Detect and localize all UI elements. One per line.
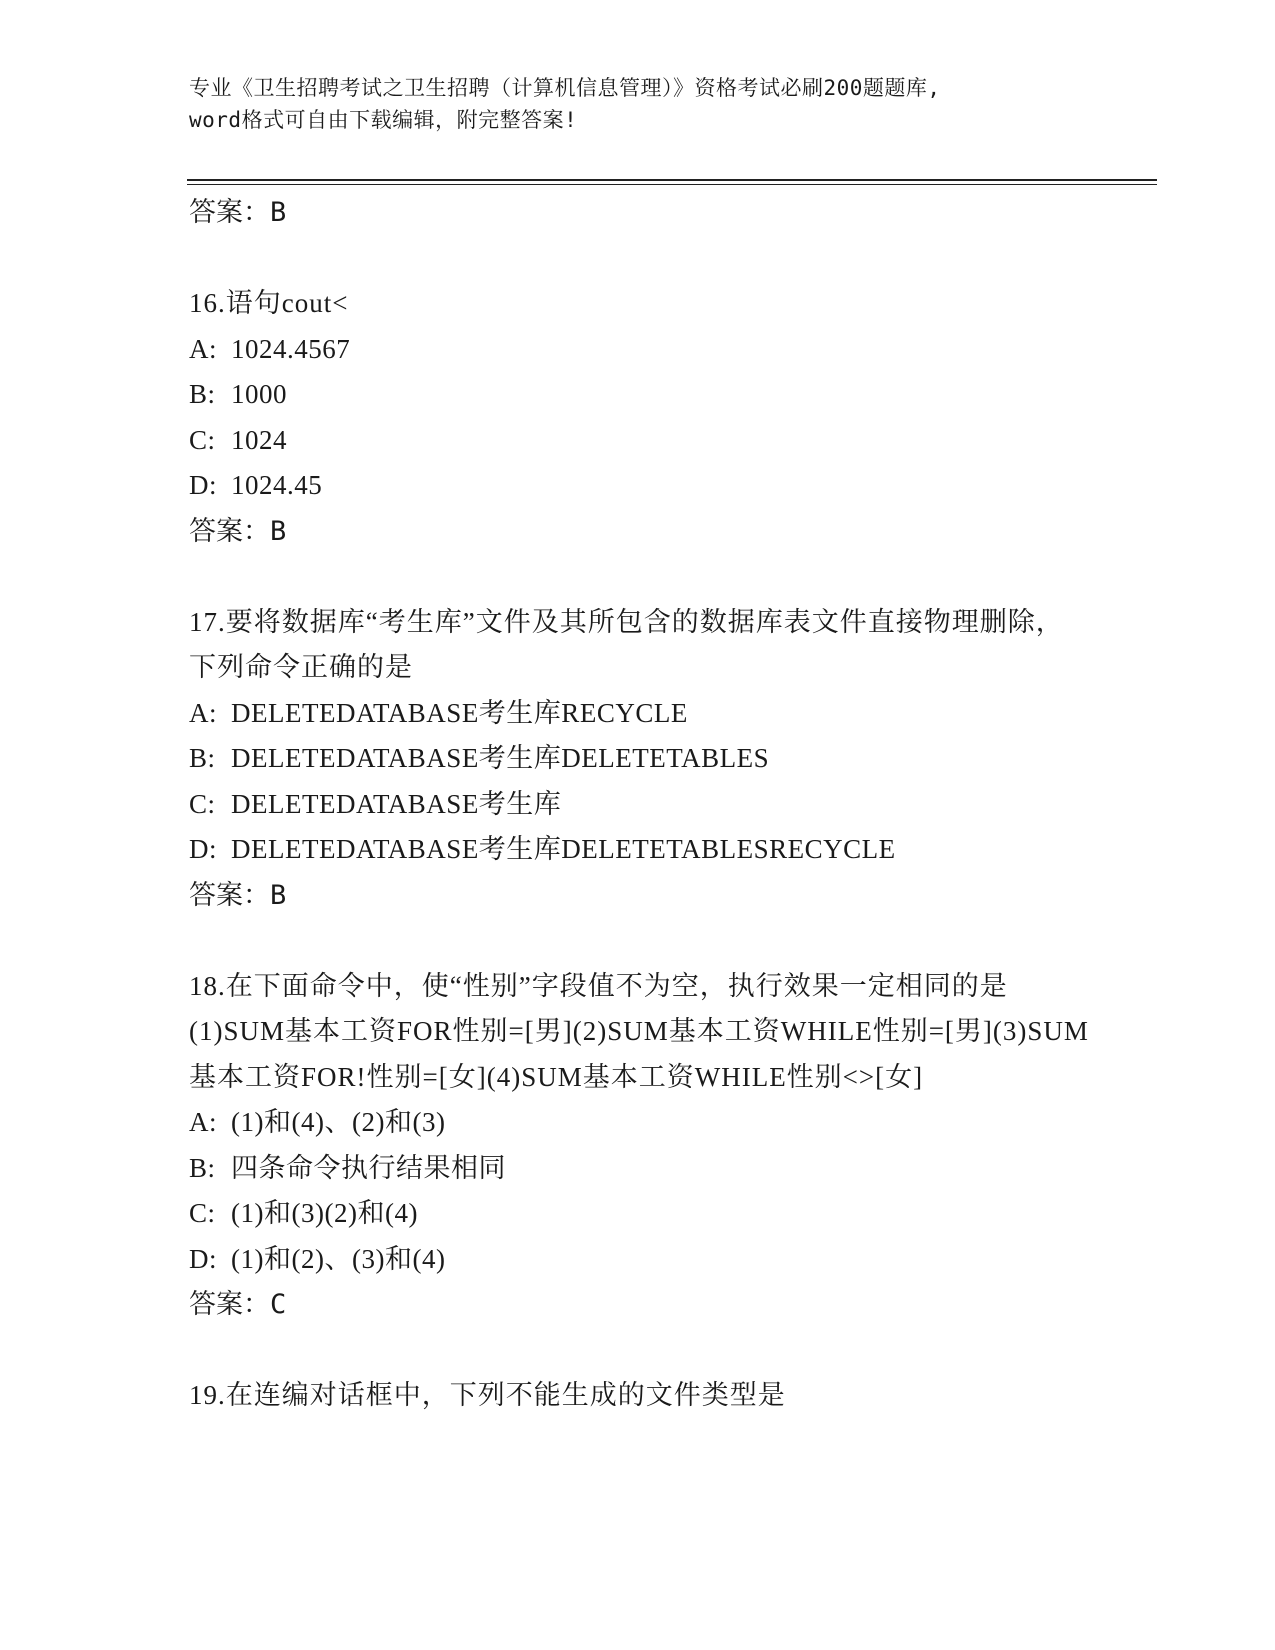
option-d [189,1237,1089,1283]
option-a [189,327,1089,373]
option-text: (1)和(2)、(3)和(4) [231,1243,446,1274]
option-a [189,691,1089,737]
option-letter: A: [189,1107,217,1137]
option-text: (1)和(3)(2)和(4) [231,1198,418,1228]
question-text: 17.要将数据库“考生库”文件及其所包含的数据库表文件直接物理删除，下列命令正确的是 [189,606,1064,682]
question-text: 19.在连编对话框中，下列不能生成的文件类型是 [189,1380,786,1410]
option-b [189,736,1089,782]
answer-line: 答案：B [189,515,287,547]
option-b [189,372,1089,418]
option-letter: C: [189,1198,216,1228]
question-item [189,1373,1089,1419]
header-divider-thin [187,184,1157,185]
option-text: (1)和(4)、(2)和(3) [231,1107,446,1137]
option-text: 1024.45 [231,470,323,500]
option-letter: D: [189,1243,217,1274]
header-divider [187,179,1157,181]
option-text: DELETEDATABASE考生库RECYCLE [231,697,688,728]
option-letter: A: [189,333,217,364]
page-header [189,72,1089,136]
option-text: DELETEDATABASE考生库DELETETABLESRECYCLE [231,834,896,864]
question-text: 18.在下面命令中，使“性别”字段值不为空，执行效果一定相同的是(1)SUM基本工资FOR性别=[男](2)SUM基本工资WHILE性别=[男](3)SUM基本工资FOR!性别=[女](4)SUM基本工资WHILE性别<>[女] [189,970,1089,1092]
header-subtitle-line: word格式可自由下载编辑，附完整答案! [189,108,578,132]
question-item [189,964,1089,1101]
option-d [189,463,1089,509]
header-title-line: 专业《卫生招聘考试之卫生招聘（计算机信息管理）》资格考试必刷200题题库, [189,76,941,100]
option-b [189,1146,1089,1192]
answer-line: 答案：C [189,1289,287,1320]
option-letter: B: [189,743,216,773]
option-text: DELETEDATABASE考生库 [231,788,562,819]
option-text: 1024.4567 [231,333,351,364]
question-text: 16.语句cout< [189,288,349,318]
option-letter: C: [189,788,216,819]
question-item [189,600,1089,691]
option-text: 1024 [231,424,287,455]
option-letter: B: [189,379,216,409]
option-letter: D: [189,470,217,500]
option-text: 1000 [231,379,287,409]
answer-line: 答案：B [189,197,287,228]
option-letter: B: [189,1152,216,1183]
option-a [189,1100,1089,1146]
option-text: 四条命令执行结果相同 [231,1152,506,1183]
option-c [189,782,1089,828]
option-d [189,827,1089,873]
option-c [189,418,1089,464]
option-letter: C: [189,424,216,455]
answer-line: 答案：B [189,879,287,911]
option-letter: A: [189,697,217,728]
option-letter: D: [189,834,217,864]
option-c [189,1191,1089,1237]
question-item [189,281,1089,327]
option-text: DELETEDATABASE考生库DELETETABLES [231,743,770,773]
question-list [189,190,1089,1419]
